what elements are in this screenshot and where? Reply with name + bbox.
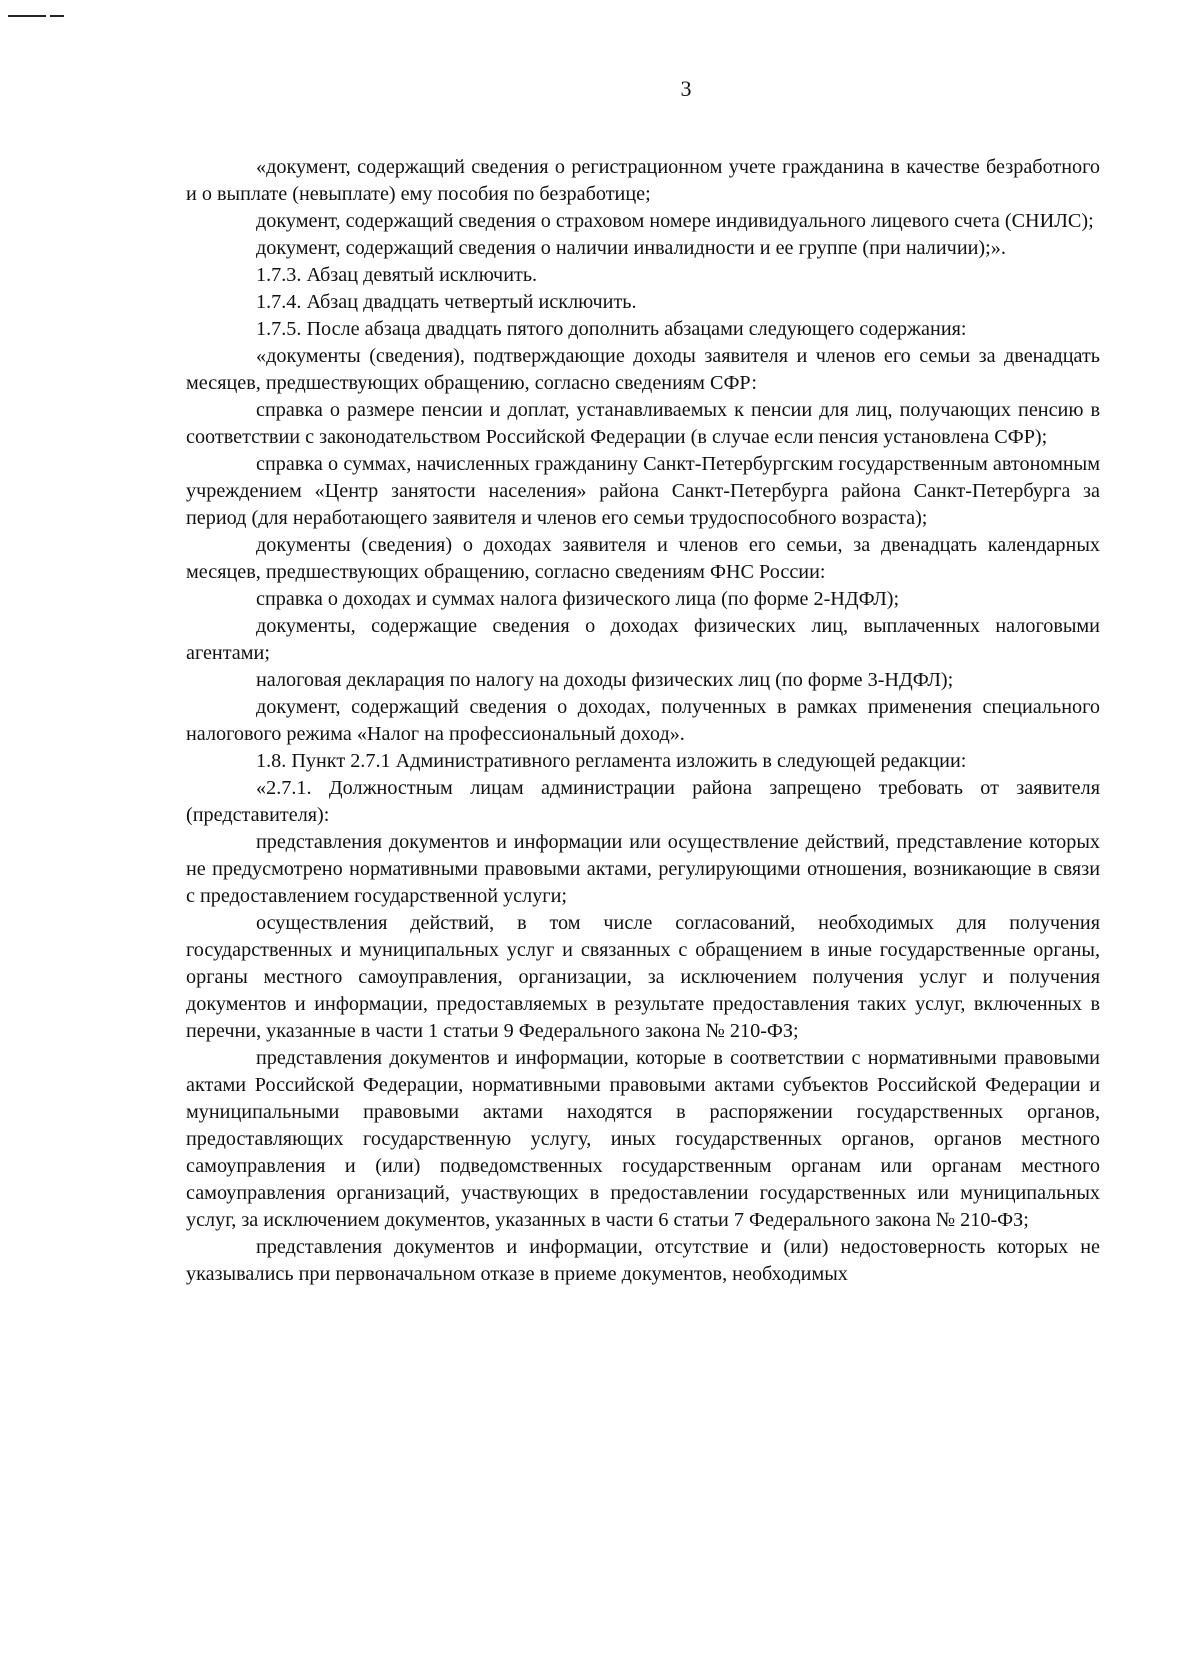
paragraph: 1.7.5. После абзаца двадцать пятого дополнить абзацами следующего содержания: <box>256 318 967 340</box>
document-body <box>186 154 1100 1288</box>
scan-artifact-mark <box>8 15 68 19</box>
paragraph: представления документов и информации, отсутствие и (или) недостоверность которых не указывались при первоначальном отказе в приеме документов, необходимых <box>186 1236 1100 1285</box>
paragraph: 1.8. Пункт 2.7.1 Административного регламента изложить в следующей редакции: <box>256 750 967 772</box>
paragraph: представления документов и информации, которые в соответствии с нормативными правовыми актами Российской Федерации, нормативными правовыми актами субъектов Российской Федерации и муниципальными правовыми актами находятся в распоряжении государственных органов, предоставляющих государственную услугу, иных государственных органов, органов местного самоуправления и (или) подведомственных государственным органам или органам местного самоуправления организаций, участвующих в предоставлении государственных или муниципальных услуг, за исключением документов, указанных в части 6 статьи 7 Федерального закона № 210-ФЗ; <box>186 1047 1100 1231</box>
paragraph: налоговая декларация по налогу на доходы физических лиц (по форме 3-НДФЛ); <box>256 669 954 691</box>
paragraph: справка о суммах, начисленных гражданину Санкт-Петербургским государственным автономным учреждением «Центр занятости населения» района Санкт-Петербурга района Санкт-Петербурга за период (для неработающего заявителя и членов его семьи трудоспособного возраста); <box>186 453 1100 529</box>
paragraph: представления документов и информации или осуществление действий, представление которых не предусмотрено нормативными правовыми актами, регулирующими отношения, возникающие в связи с предоставлением государственной услуги; <box>186 831 1100 907</box>
paragraph: осуществления действий, в том числе согласований, необходимых для получения государственных и муниципальных услуг и связанных с обращением в иные государственные органы, органы местного самоуправления, организации, за исключением получения услуг и получения документов и информации, предоставляемых в результате предоставления таких услуг, включенных в перечни, указанные в части 1 статьи 9 Федерального закона № 210-ФЗ; <box>186 912 1100 1042</box>
paragraph: «документы (сведения), подтверждающие доходы заявителя и членов его семьи за двенадцать месяцев, предшествующих обращению, согласно сведениям СФР: <box>186 345 1100 394</box>
paragraph: «документ, содержащий сведения о регистрационном учете гражданина в качестве безработного и о выплате (невыплате) ему пособия по безработице; <box>186 156 1100 205</box>
paragraph: документы (сведения) о доходах заявителя и членов его семьи, за двенадцать календарных месяцев, предшествующих обращению, согласно сведениям ФНС России: <box>186 534 1100 583</box>
paragraph: 1.7.3. Абзац девятый исключить. <box>256 264 538 286</box>
paragraph: справка о доходах и суммах налога физического лица (по форме 2-НДФЛ); <box>256 588 900 610</box>
page-number: 3 <box>680 76 692 101</box>
paragraph: документы, содержащие сведения о доходах физических лиц, выплаченных налоговыми агентами; <box>186 615 1100 664</box>
paragraph: справка о размере пенсии и доплат, устанавливаемых к пенсии для лиц, получающих пенсию в соответствии с законодательством Российской Федерации (в случае если пенсия установлена СФР); <box>186 399 1100 448</box>
paragraph: документ, содержащий сведения о страховом номере индивидуального лицевого счета (СНИЛС); <box>256 210 1094 232</box>
paragraph: документ, содержащий сведения о доходах, полученных в рамках применения специального налогового режима «Налог на профессиональный доход». <box>186 696 1100 745</box>
paragraph: «2.7.1. Должностным лицам администрации района запрещено требовать от заявителя (представителя): <box>186 777 1100 826</box>
paragraph: документ, содержащий сведения о наличии инвалидности и ее группе (при наличии);». <box>256 237 1006 259</box>
paragraph: 1.7.4. Абзац двадцать четвертый исключить. <box>256 291 637 313</box>
